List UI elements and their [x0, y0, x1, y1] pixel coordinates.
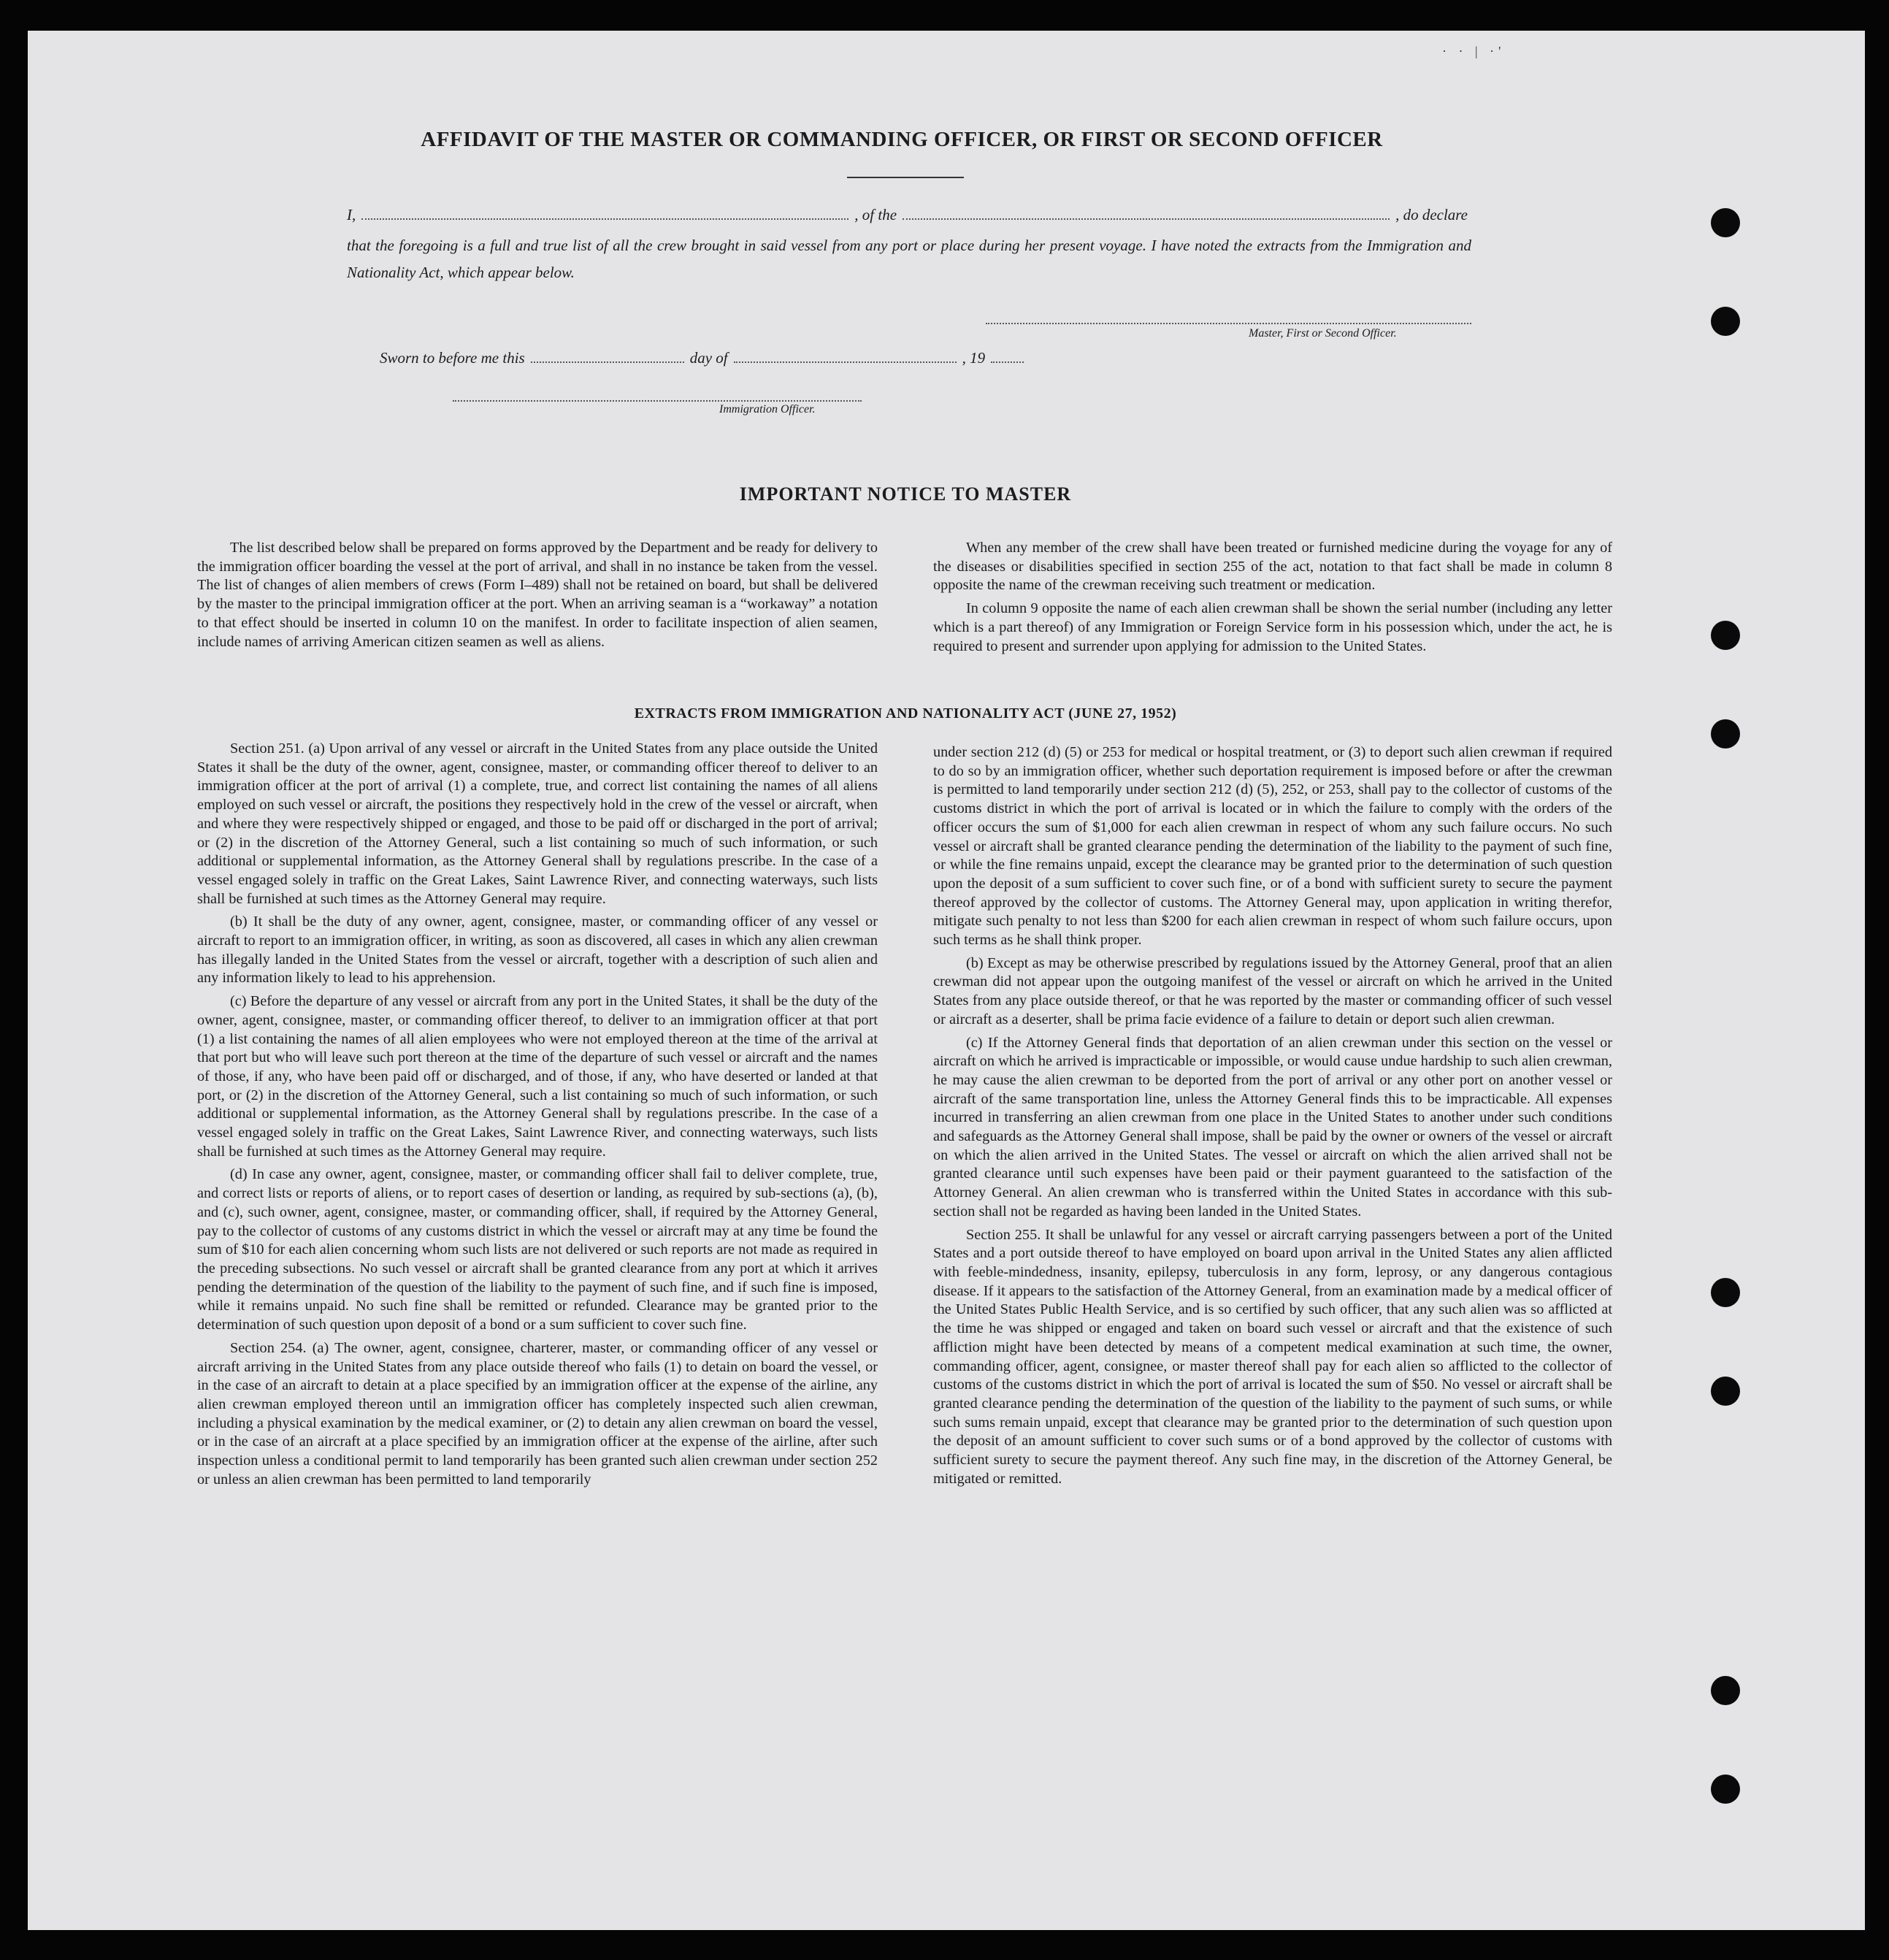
binder-hole	[1711, 621, 1740, 650]
declaration-line	[347, 206, 1468, 224]
extracts-left-column	[197, 740, 878, 1493]
binder-hole	[1711, 1775, 1740, 1804]
title-divider	[847, 177, 964, 178]
binder-hole	[1711, 1278, 1740, 1307]
decl-declare-label: , do declare	[1395, 206, 1468, 223]
month-blank	[734, 351, 957, 363]
decl-i-label: I,	[347, 206, 356, 223]
notice-right-paragraph-2: In column 9 opposite the name of each alien crewman shall be shown the serial number (including any letter which is a part thereof) of any Immigration or Foreign Service form in his possession which, under the act, he is required to present and surrender upon applying for admission to the United States.	[933, 600, 1612, 654]
section-254c: (c) If the Attorney General finds that deportation of an alien crewman under this section on the vessel or aircraft on which he arrived is impracticable or impossible, or would cause undue hardship to such alien crewman, he may cause the alien crewman to be deported from the port of arrival or any other port on another vessel or aircraft of the same transportation line, unless the Attorney General finds this to be impracticable. All expenses incurred in transferring an alien crewman from one place in the United States to another under such conditions and safeguards as the Attorney General shall impose, shall be paid by the owner or owners of the vessel or aircraft on which the alien arrived in the United States. The vessel or aircraft on which the alien arrived shall not be granted clearance until such expenses have been paid or their payment guaranteed to the satisfaction of the Attorney General. An alien crewman who is transferred within the United States in accordance with this sub-section shall not be regarded as having been landed in the United States.	[933, 1034, 1612, 1220]
day-blank	[531, 351, 684, 363]
declaration-text: that the foregoing is a full and true list of all the crew brought in said vessel from any port or place during her present voyage. I have noted the extracts from the Immigration and Nationality Act, which appear below.	[347, 237, 1471, 281]
notice-right-column	[933, 539, 1612, 660]
corner-mark: · · | ·'	[1442, 44, 1506, 58]
vessel-blank	[903, 208, 1390, 220]
binder-hole	[1711, 208, 1740, 237]
section-251d: (d) In case any owner, agent, consignee, master, or commanding officer shall fail to deliver complete, true, and correct lists or reports of aliens, or to report cases of desertion or landing, as required by sub-sections (a), (b), and (c), such owner, agent, consignee, master, or commanding officer, shall, if required by the Attorney General, pay to the collector of customs of any customs district in which the vessel or aircraft may at any time be found the sum of $10 for each alien concerning whom such lists are not delivered or such reports are not made as required in the preceding subsections. No such vessel or aircraft shall be granted clearance from any port at which it arrives pending the determination of the question of the liability to the payment of such fine, and if such fine is imposed, while it remains unpaid. No such fine shall be remitted or refunded. Clearance may be granted prior to the determination of such question upon deposit of a bond or a sum sufficient to cover such fine.	[197, 1166, 878, 1333]
notice-title: IMPORTANT NOTICE TO MASTER	[739, 483, 1072, 505]
section-251a: Section 251. (a) Upon arrival of any vessel or aircraft in the United States from any place outside the United States it shall be the duty of the owner, agent, consignee, master, or commanding officer thereof to deliver to an immigration officer at the port of arrival (1) a complete, true, and correct list containing the names of all aliens employed on such vessel or aircraft, the positions they respectively hold in the crew of the vessel or aircraft, when and where they were respectively shipped or engaged, and those to be paid off or discharged in the port of arrival; or (2) in the discretion of the Attorney General, such a list containing so much of such information, or such additional or supplemental information, as the Attorney General shall by regulations prescribe. In the case of a vessel engaged solely in traffic on the Great Lakes, Saint Lawrence River, and connecting waterways, such lists shall be furnished at such times as the Attorney General may require.	[197, 740, 878, 907]
officer-signature-blank	[453, 400, 862, 402]
affidavit-title: AFFIDAVIT OF THE MASTER OR COMMANDING OFFICER, OR FIRST OR SECOND OFFICER	[421, 128, 1383, 151]
notice-left-column	[197, 539, 878, 656]
sworn-prefix: Sworn to before me this	[380, 349, 525, 367]
notice-right-paragraph-1: When any member of the crew shall have been treated or furnished medicine during the voyage for any of the diseases or disabilities specified in section 255 of the act, notation to that fact shall be made in column 8 opposite the name of the crewman receiving such treatment or medication.	[933, 540, 1612, 594]
section-251c: (c) Before the departure of any vessel or aircraft from any port in the United States, it shall be the duty of the owner, agent, consignee, master, or commanding officer thereof, to deliver to an immigration officer at that port (1) a list containing the names of all alien employees who were not employed thereon at the time of the arrival at that port but who will leave such port thereon at the time of the departure of such vessel or aircraft and the names of those, if any, who have been paid off or discharged, and of those, if any, who have deserted or landed at that port, or (2) in the discretion of the Attorney General, such a list containing so much of such information, or such additional or supplemental information, as the Attorney General shall by regulations prescribe. In the case of a vessel engaged solely in traffic on the Great Lakes, Saint Lawrence River, and connecting waterways, such lists shall be furnished at such times as the Attorney General may require.	[197, 993, 878, 1160]
officer-label: Immigration Officer.	[719, 403, 816, 416]
binder-hole	[1711, 307, 1740, 336]
sworn-line	[380, 349, 1198, 367]
signature-label: Master, First or Second Officer.	[1249, 327, 1397, 340]
section-255: Section 255. It shall be unlawful for any vessel or aircraft carrying passengers between a port of the United States and a port outside thereof to have employed on board upon arrival in the United States any alien afflicted with feeble-mindedness, insanity, epilepsy, tuberculosis in any form, leprosy, or any dangerous contagious disease. If it appears to the satisfaction of the Attorney General, from an examination made by a medical officer of the United States Public Health Service, and is so certified by such officer, that any such alien was so afflicted at the time he was shipped or engaged and taken on board such vessel or aircraft and that the existence of such affliction might have been detected by means of a competent medical examination at such time, the owner, commanding officer, agent, consignee, or master thereof shall pay for each alien so afflicted to the collector of customs of the customs district in which the port of arrival is located the sum of $50. No vessel or aircraft shall be granted clearance pending the determination of the question of the liability to the payment of such sums, or while such sums remain unpaid, except that clearance may be granted prior to the determination of such question upon the deposit of an amount sufficient to cover such sums or of a bond approved by the collector of customs with sufficient surety to secure the payment thereof. Any such fine may, in the discretion of the Attorney General, be mitigated or remitted.	[933, 1226, 1612, 1487]
notice-left-paragraph: The list described below shall be prepared on forms approved by the Department and be ready for delivery to the immigration officer boarding the vessel at the port of arrival, and shall in no instance be taken from the vessel. The list of changes of alien members of crews (Form I–489) shall not be retained on board, but shall be delivered by the master to the principal immigration officer at the port. When an arriving seaman is a “workaway” a notation to that effect should be inserted in column 10 on the manifest. In order to facilitate inspection of alien seamen, include names of arriving American citizen seamen as well as aliens.	[197, 540, 878, 650]
binder-hole	[1711, 1676, 1740, 1705]
sworn-day-of: day of	[689, 349, 728, 367]
year-blank	[991, 351, 1024, 363]
decl-of-the-label: , of the	[854, 206, 897, 223]
binder-hole	[1711, 719, 1740, 749]
section-254a: Section 254. (a) The owner, agent, consignee, charterer, master, or commanding officer of any vessel or aircraft arriving in the United States from any place outside thereof who fails (1) to detain on board the vessel, or in the case of an aircraft to detain at a place specified by an immigration officer at the expense of the airline, any alien crewman employed thereon until an immigration officer has completely inspected such alien crewman, including a physical examination by the medical examiner, or (2) to detain any alien crewman on board the vessel, or in the case of an aircraft at a place specified by an immigration officer at the expense of the airline, after such inspection unless a conditional permit to land temporarily has been granted such alien crewman under section 252 or unless an alien crewman has been permitted to land temporarily	[197, 1339, 878, 1488]
sworn-year: , 19	[962, 349, 986, 367]
binder-hole	[1711, 1377, 1740, 1406]
extracts-title: EXTRACTS FROM IMMIGRATION AND NATIONALITY ACT (JUNE 27, 1952)	[634, 705, 1177, 721]
name-blank	[361, 208, 848, 220]
section-251b: (b) It shall be the duty of any owner, agent, consignee, master, or commanding officer of any vessel or aircraft to report to an immigration officer, in writing, as soon as discovered, all cases in which any alien crewman has illegally landed in the United States from the vessel or aircraft, together with a description of such alien and any information likely to lead to his apprehension.	[197, 914, 878, 987]
extracts-right-column	[933, 743, 1612, 1493]
section-254a-continued: under section 212 (d) (5) or 253 for medical or hospital treatment, or (3) to deport such alien crewman if required to do so by an immigration officer, whether such deportation requirement is imposed before or after the crewman is permitted to land temporarily under section 212 (d) (5), 252, or 253, shall pay to the collector of customs of the customs district in which the port of arrival is located or in which the failure to comply with the orders of the officer occurs the sum of $1,000 for each alien crewman in respect of whom any such failure occurs. No such vessel or aircraft shall be granted clearance pending the determination of the liability to the payment of such fine, or while the fine remains unpaid, except the clearance may be granted prior to the determination of such question upon the deposit of a sum sufficient to cover such fine, or of a bond with sufficient surety to secure the payment thereof approved by the collector of customs. The Attorney General may, upon application in writing therefor, mitigate such penalty to not less than $200 for each alien crewman in respect of whom such failure occurs, upon such terms as he shall think proper.	[933, 744, 1612, 949]
section-254b: (b) Except as may be otherwise prescribed by regulations issued by the Attorney General, proof that an alien crewman did not appear upon the outgoing manifest of the vessel or aircraft on which he arrived in the United States from any place outside thereof, or that he was reported by the master or commanding officer of such vessel or aircraft as a deserter, shall be prima facie evidence of a failure to detain or deport such alien crewman.	[933, 954, 1612, 1027]
signature-blank	[986, 323, 1471, 324]
